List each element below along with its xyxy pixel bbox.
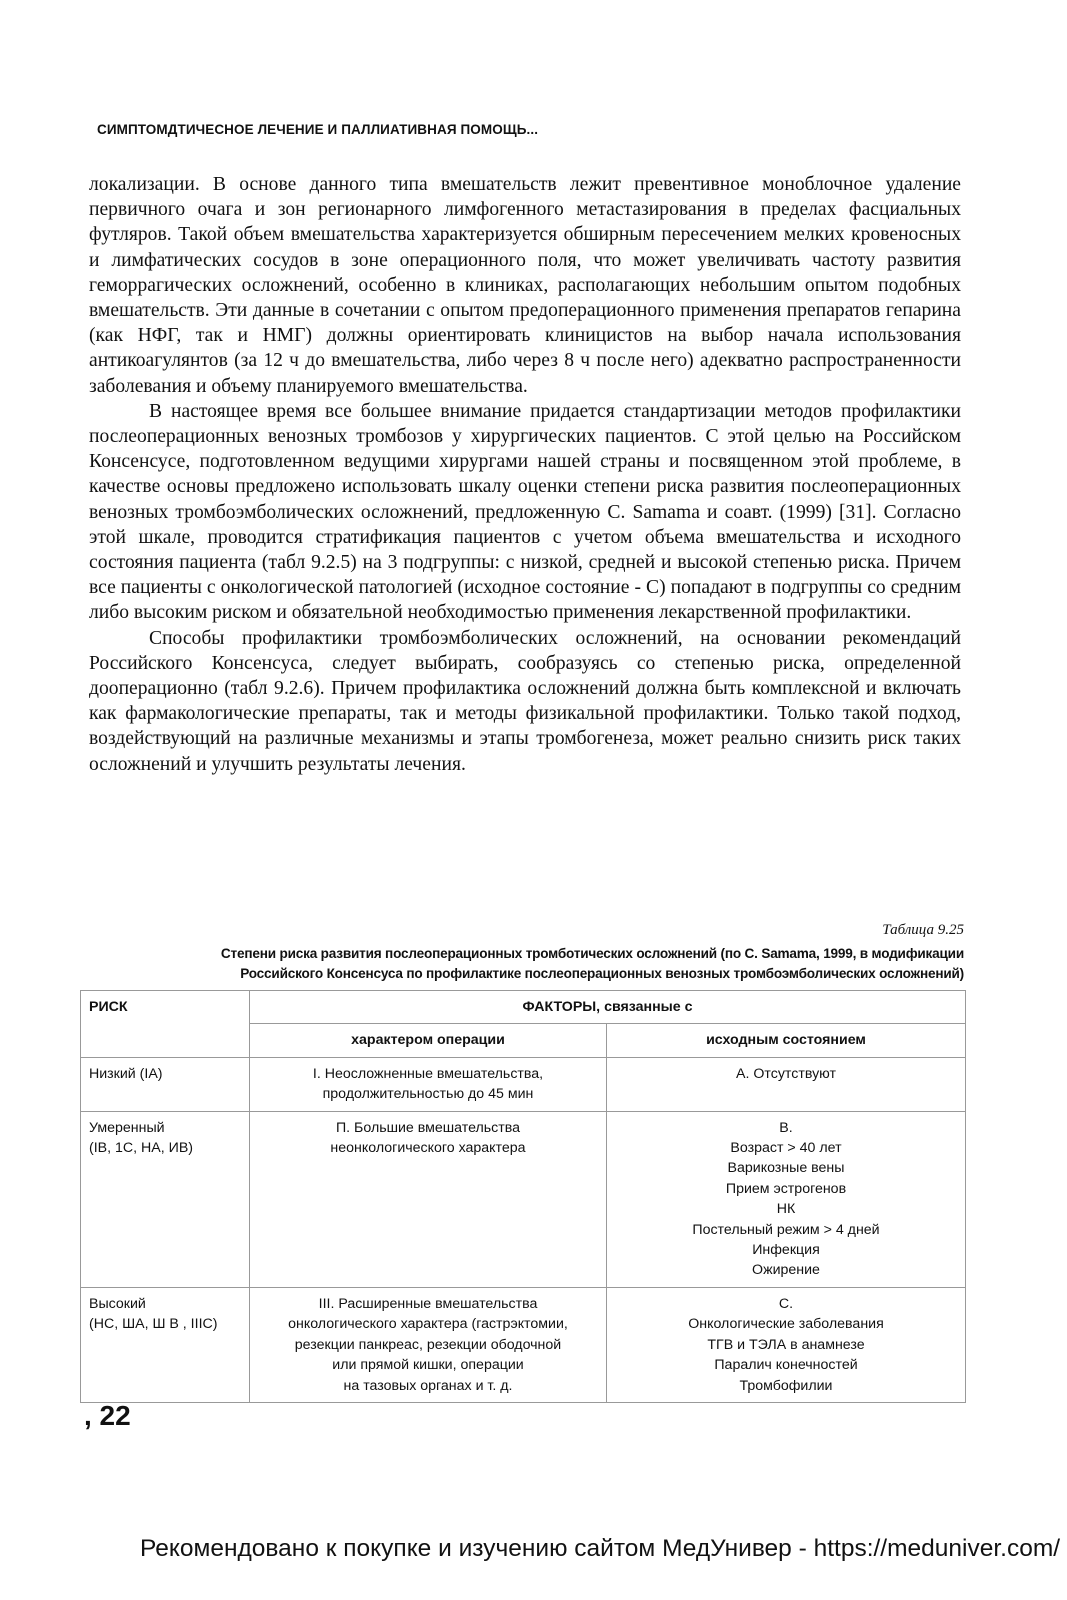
cell-risk: Умеренный (IB, 1C, НА, ИВ) bbox=[81, 1111, 250, 1287]
header-risk: РИСК bbox=[81, 991, 250, 1058]
running-header: СИМПТОМДТИЧЕСНОЕ ЛЕЧЕНИЕ И ПАЛЛИАТИВНАЯ ПОМОЩЬ... bbox=[97, 122, 539, 137]
paragraph-1: локализации. В основе данного типа вмешательств лежит превентивное моноблочное удаление первичного очага и зон регионарного лимфогенного метастазирования в пределах фасциальных футляров. Такой объем вмешательства характеризуется обширным пересечением мелких кровеносных и лимфатических сосудов в зоне операционного поля, что может увеличивать частоту развития геморрагических осложнений, особенно в клиниках, располагающих небольшим опытом подобных вмешательств. Эти данные в сочетании с опытом предоперационного применения препаратов гепарина (как НФГ, так и НМГ) должны ориентировать клиницистов на выбор начала использования антикоагулянтов (за 12 ч до вмешательства, либо через 8 ч после него) адекватно распространенности заболевания и объему планируемого вмешательства. bbox=[89, 174, 961, 397]
paragraph-3: Способы профилактики тромбоэмболических осложнений, на основании рекомендаций Российского Консенсуса, следует выбирать, сообразуясь со степенью риска, определенной дооперационно (табл 9.2.6). Причем профилактика осложнений должна быть комплексной и включать как фармакологические препараты, так и методы физикальной профилактики. Только такой подход, воздействующий на различные механизмы и этапы тромбогенеза, может реально снизить риск таких осложнений и улучшить результаты лечения. bbox=[89, 627, 961, 775]
header-condition: исходным состоянием bbox=[607, 1024, 966, 1057]
table-row bbox=[81, 1287, 966, 1402]
cell-operation: I. Неосложненные вмешательства, продолжительностью до 45 мин bbox=[250, 1057, 607, 1111]
table-label: Таблица 9.25 bbox=[882, 922, 964, 938]
cell-operation: П. Большие вмешательства неонкологического характера bbox=[250, 1111, 607, 1287]
table-row bbox=[81, 1057, 966, 1111]
risk-table bbox=[80, 990, 966, 1403]
table-title-line-2: Российского Консенсуса по профилактике послеоперационных венозных тромбоэмболических осложнений) bbox=[240, 966, 964, 981]
cell-condition: С. Онкологические заболевания ТГВ и ТЭЛА в анамнезе Паралич конечностей Тромбофилии bbox=[607, 1287, 966, 1402]
body-text bbox=[89, 172, 961, 777]
cell-risk: Высокий (НС, ША, Ш В , IIIC) bbox=[81, 1287, 250, 1402]
table-row bbox=[81, 1111, 966, 1287]
table-header-row bbox=[81, 991, 966, 1024]
cell-condition: В. Возраст > 40 лет Варикозные вены Прием эстрогенов НК Постельный режим > 4 дней Инфекция Ожирение bbox=[607, 1111, 966, 1287]
cell-operation: III. Расширенные вмешательства онкологического характера (гастрэктомии, резекции панкреас, резекции ободочной или прямой кишки, операции на тазовых органах и т. д. bbox=[250, 1287, 607, 1402]
page-number: , 22 bbox=[84, 1400, 131, 1431]
footer-link[interactable]: Рекомендовано к покупке и изучению сайтом МедУнивер - https://meduniver.com/ bbox=[140, 1535, 1061, 1562]
table-title bbox=[84, 944, 964, 984]
paragraph-2: В настоящее время все большее внимание придается стандартизации методов профилактики послеоперационных венозных тромбозов у хирургических пациентов. С этой целью на Российском Консенсусе, подготовленном ведущими хирургами нашей страны и посвященном этой проблеме, в качестве основы предложено использовать шкалу оценки степени риска развития послеоперационных венозных тромбоэмболических осложнений, предложенную С. Samama и соавт. (1999) [31]. Согласно этой шкале, проводится стратификация пациентов с учетом объема вмешательства и исходного состояния пациента (табл 9.2.5) на 3 подгруппы: с низкой, средней и высокой степенью риска. Причем все пациенты с онкологической патологией (исходное состояние - С) попадают в подгруппы со средним либо высоким риском и обязательной необходимостью применения лекарственной профилактики. bbox=[89, 400, 961, 624]
header-factors: ФАКТОРЫ, связанные с bbox=[250, 991, 966, 1024]
cell-condition: А. Отсутствуют bbox=[607, 1057, 966, 1111]
header-operation: характером операции bbox=[250, 1024, 607, 1057]
cell-risk: Низкий (IA) bbox=[81, 1057, 250, 1111]
table-title-line-1: Степени риска развития послеоперационных тромботических осложнений (по С. Samama, 1999, в модификации bbox=[220, 946, 964, 961]
